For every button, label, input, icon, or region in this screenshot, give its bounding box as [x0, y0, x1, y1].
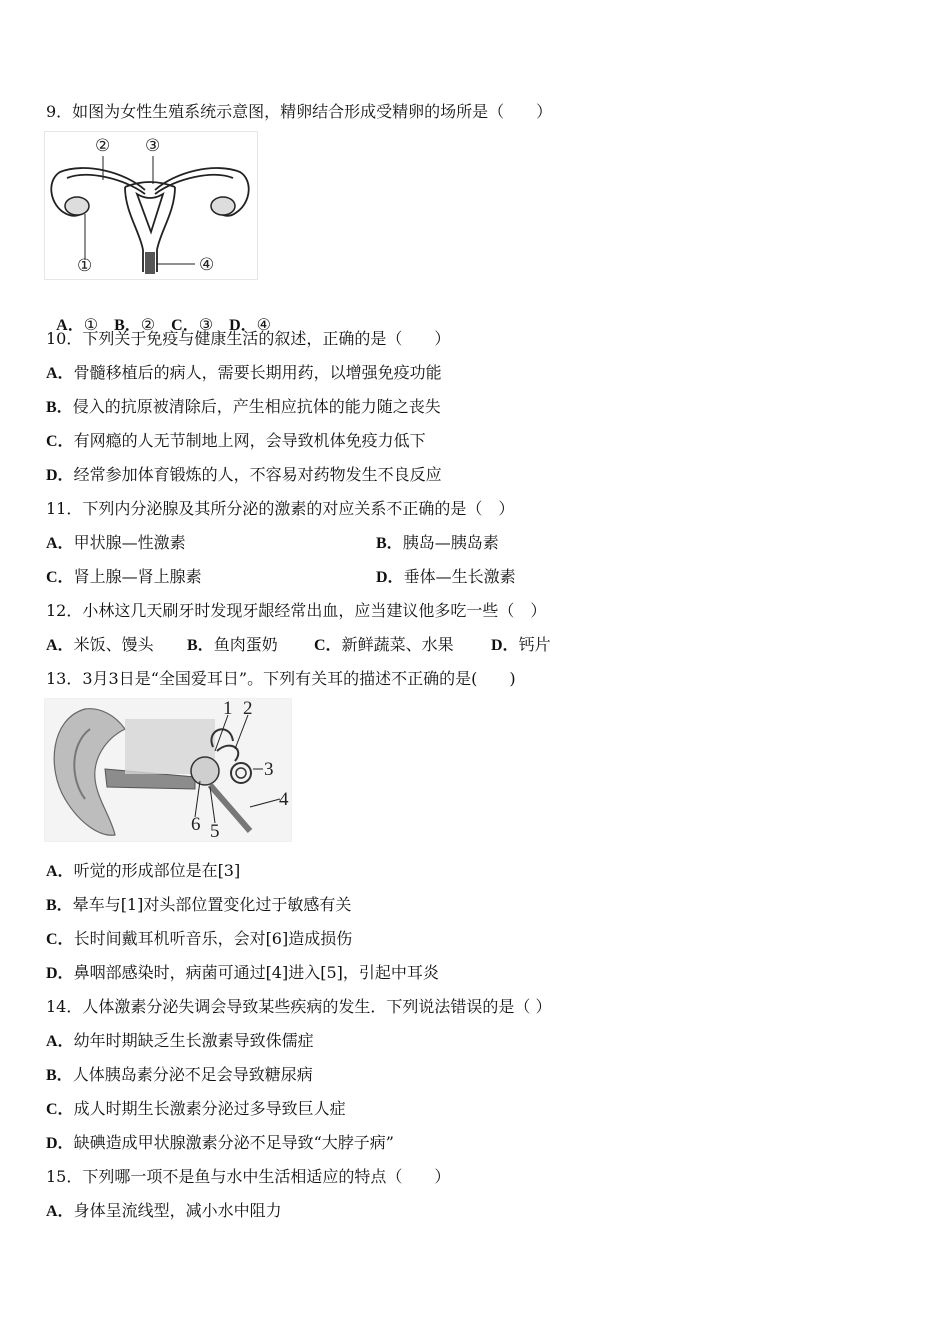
q12-option-b — [187, 635, 278, 656]
q11-option-d — [376, 567, 516, 588]
q13-option-d-text: 鼻咽部感染时，病菌可通过[4]进入[5]，引起中耳炎 — [73, 963, 439, 982]
q14-option-a-text: 幼年时期缺乏生长激素导致侏儒症 — [73, 1031, 314, 1050]
q11-option-a — [46, 533, 186, 554]
q9-option-c: ③ — [198, 315, 214, 334]
q10-option-d-letter: D． — [46, 467, 74, 484]
ear-diagram — [45, 699, 291, 841]
q9-option-d: ④ — [256, 315, 271, 334]
ear-label-3: 3 — [264, 759, 274, 780]
q14-option-d — [46, 1133, 394, 1154]
q12-option-c — [314, 635, 454, 656]
q11-option-b-letter: B． — [376, 535, 403, 552]
q13-option-d-letter: D． — [46, 965, 74, 982]
q10-option-a — [46, 363, 442, 384]
q9-option-b: ② — [140, 315, 156, 334]
ear-structure-figure — [44, 698, 292, 842]
q11-stem: 11．下列内分泌腺及其所分泌的激素的对应关系不正确的是（ ） — [46, 499, 515, 518]
q13-option-a — [46, 861, 240, 882]
q11-option-b — [376, 533, 499, 554]
q13-option-b-letter: B． — [46, 897, 73, 914]
q9-stem: 9．如图为女性生殖系统示意图，精卵结合形成受精卵的场所是（ ） — [46, 102, 553, 121]
q11-option-c-text: 肾上腺—肾上腺素 — [73, 567, 202, 586]
q14-option-c — [46, 1099, 346, 1120]
q13-option-b — [46, 895, 351, 916]
q9-option-b-letter: B． — [114, 317, 141, 334]
q11-option-c — [46, 567, 202, 588]
q14-option-b-letter: B． — [46, 1067, 73, 1084]
q11-option-c-letter: C． — [46, 569, 74, 586]
q10-option-c-letter: C． — [46, 433, 74, 450]
q9-option-a-letter: A． — [56, 317, 84, 334]
q10-option-a-text: 骨髓移植后的病人，需要长期用药，以增强免疫功能 — [73, 363, 442, 382]
reproductive-system-diagram — [45, 132, 257, 279]
q10-option-d — [46, 465, 442, 486]
ear-label-1: 1 — [223, 699, 233, 719]
q12-option-c-text: 新鲜蔬菜、水果 — [341, 635, 454, 654]
q13-option-c-letter: C． — [46, 931, 74, 948]
q12-option-d-letter: D． — [491, 637, 519, 654]
q10-option-c — [46, 431, 426, 452]
q13-option-a-letter: A． — [46, 863, 74, 880]
q11-option-d-text: 垂体—生长激素 — [403, 567, 516, 586]
q11-option-d-letter: D． — [376, 569, 404, 586]
q14-option-a — [46, 1031, 314, 1052]
q12-option-b-letter: B． — [187, 637, 214, 654]
ear-label-6: 6 — [191, 814, 201, 835]
q14-option-a-letter: A． — [46, 1033, 74, 1050]
q10-option-d-text: 经常参加体育锻炼的人，不容易对药物发生不良反应 — [73, 465, 442, 484]
q10-option-b-letter: B． — [46, 399, 73, 416]
q12-option-c-letter: C． — [314, 637, 342, 654]
q14-option-b — [46, 1065, 313, 1086]
q13-option-b-text: 晕车与[1]对头部位置变化过于敏感有关 — [72, 895, 352, 914]
reproductive-system-figure — [44, 131, 258, 280]
q12-stem: 12．小林这几天刷牙时发现牙龈经常出血，应当建议他多吃一些（ ） — [46, 601, 547, 620]
vagina-mark — [145, 252, 155, 274]
q13-option-d — [46, 963, 439, 984]
q9-option-c-letter: C． — [171, 317, 199, 334]
right-ovary — [211, 197, 235, 215]
q10-option-b — [46, 397, 441, 418]
q12-option-d-text: 钙片 — [518, 635, 551, 654]
q12-option-a — [46, 635, 154, 656]
q13-option-c-text: 长时间戴耳机听音乐，会对[6]造成损伤 — [73, 929, 353, 948]
figure-label-1: ① — [77, 256, 93, 276]
q14-option-b-text: 人体胰岛素分泌不足会导致糖尿病 — [72, 1065, 313, 1084]
q15-option-a — [46, 1201, 282, 1222]
q15-stem: 15．下列哪一项不是鱼与水中生活相适应的特点（ ） — [46, 1167, 451, 1186]
q10-stem: 10．下列关于免疫与健康生活的叙述，正确的是（ ） — [46, 329, 451, 348]
q10-option-c-text: 有网瘾的人无节制地上网，会导致机体免疫力低下 — [73, 431, 426, 450]
q12-option-b-text: 鱼肉蛋奶 — [213, 635, 278, 654]
figure-label-3: ③ — [145, 136, 161, 156]
figure-label-4: ④ — [199, 255, 215, 275]
q12-option-d — [491, 635, 551, 656]
left-ovary — [65, 197, 89, 215]
q15-option-a-letter: A． — [46, 1203, 74, 1220]
q10-option-b-text: 侵入的抗原被清除后，产生相应抗体的能力随之丧失 — [72, 397, 441, 416]
q14-stem: 14．人体激素分泌失调会导致某些疾病的发生．下列说法错误的是（ ） — [46, 997, 552, 1016]
q14-option-d-letter: D． — [46, 1135, 74, 1152]
q11-option-a-letter: A． — [46, 535, 74, 552]
q12-option-a-letter: A． — [46, 637, 74, 654]
ear-label-2: 2 — [243, 699, 253, 719]
q13-stem: 13．3月3日是“全国爱耳日”。下列有关耳的描述不正确的是( ) — [46, 669, 516, 688]
q9-option-d-letter: D． — [229, 317, 257, 334]
figure-label-2: ② — [95, 136, 111, 156]
q13-option-a-text: 听觉的形成部位是在[3] — [73, 861, 241, 880]
q12-option-a-text: 米饭、馒头 — [73, 635, 154, 654]
q11-option-b-text: 胰岛—胰岛素 — [402, 533, 499, 552]
ear-label-4: 4 — [279, 789, 289, 810]
q14-option-c-letter: C． — [46, 1101, 74, 1118]
q13-option-c — [46, 929, 352, 950]
q11-option-a-text: 甲状腺—性激素 — [73, 533, 186, 552]
q15-option-a-text: 身体呈流线型，减小水中阻力 — [73, 1201, 282, 1220]
q14-option-c-text: 成人时期生长激素分泌过多导致巨人症 — [73, 1099, 346, 1118]
q9-option-a: ① — [83, 315, 99, 334]
q14-option-d-text: 缺碘造成甲状腺激素分泌不足导致“大脖子病” — [73, 1133, 394, 1152]
ear-label-5: 5 — [210, 821, 220, 841]
q10-option-a-letter: A． — [46, 365, 74, 382]
